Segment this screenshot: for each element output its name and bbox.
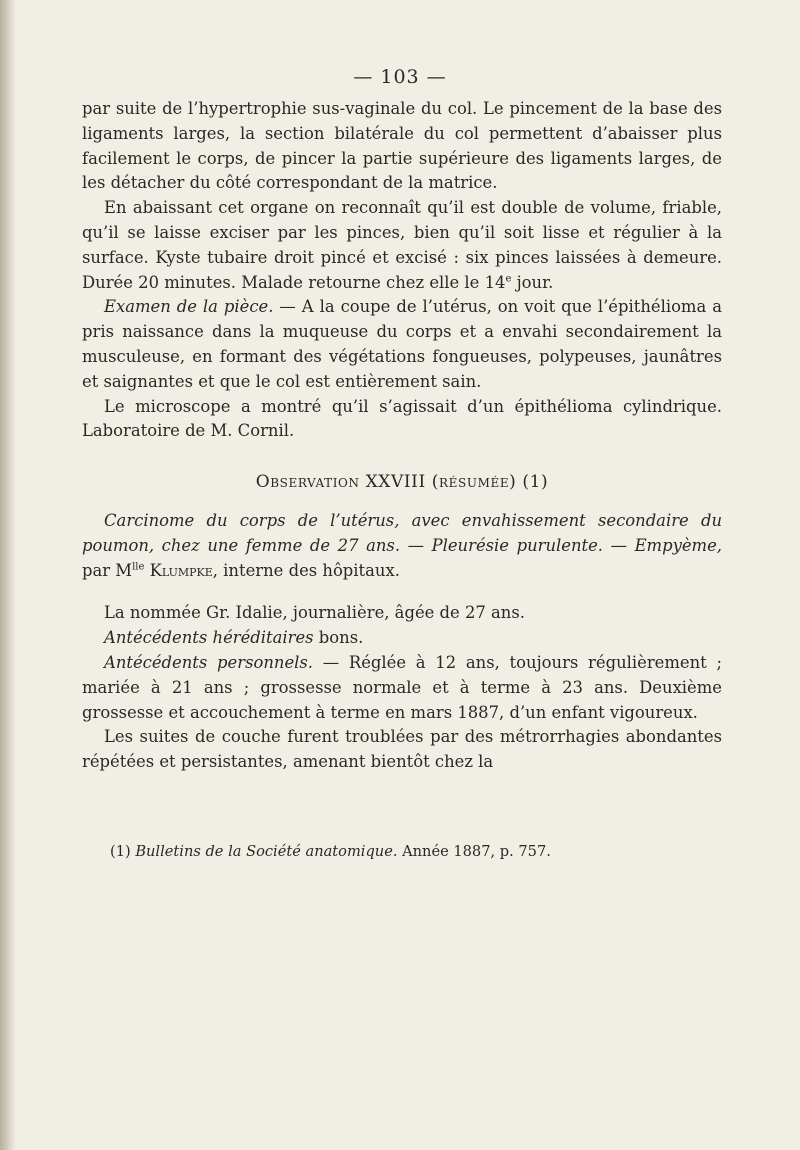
page-edge-shadow xyxy=(0,0,16,1150)
section-label: Antécédents héréditaires xyxy=(104,628,314,648)
author-name: Klumpke xyxy=(144,560,213,580)
paragraph-4: Le microscope a montré qu’il s’agissait d’un épithélioma cylindrique. Laboratoire de M. Cornil. xyxy=(82,396,722,441)
footnote-source: Bulletins de la Société anatomique. xyxy=(135,843,398,860)
paragraph-6: Antécédents héréditaires bons. xyxy=(104,628,364,648)
paragraph-2: En abaissant cet organe on reconnaît qu’il est double de volume, friable, qu’il se laisse exciser par les pinces, bien qu’il soit lisse et régulier à la surface. Kyste tubaire droit pincé et excisé : six pinces laissées à demeure. Durée 20 minutes. Malade retourne chez elle le 14e jour. xyxy=(82,198,722,292)
footnote: (1) Bulletins de la Société anatomique. Année 1887, p. 757. xyxy=(110,843,551,860)
superscript: e xyxy=(505,273,512,285)
observation-heading: Observation XXVIII (résumée) (1) xyxy=(255,472,549,493)
main-text xyxy=(82,97,722,775)
paragraph-3: Examen de la pièce. — A la coupe de l’utérus, on voit que l’épithélioma a pris naissance dans la muqueuse du corps et a envahi secondairement la musculeuse, en formant des végétations fongueuses, polypeuses, jaunâtres et saignantes et que le col est entièrement sain. xyxy=(82,297,722,391)
observation-subtitle: Carcinome du corps de l’utérus, avec envahissement secondaire du poumon, chez une femme de 27 ans. — Pleurésie purulente. — Empyème, par $M^{lle}$ Klumpke, interne des hôpitaux. xyxy=(82,510,722,580)
page-number: — 103 — xyxy=(353,66,447,88)
section-label: Examen de la pièce. xyxy=(104,297,274,317)
paragraph-8: Les suites de couche furent troublées par des métrorrhagies abondantes répétées et persistantes, amenant bientôt chez la xyxy=(82,727,722,772)
paragraph-5: La nommée Gr. Idalie, journalière, âgée de 27 ans. xyxy=(104,603,525,623)
section-label: Antécédents personnels. xyxy=(104,652,314,672)
paragraph-7: Antécédents personnels. — Réglée à 12 ans, toujours régulièrement ; mariée à 21 ans ; grossesse normale et à terme à 23 ans. Deuxième grossesse et accouchement à terme en mars 1887, d’un enfant vigoureux. xyxy=(82,652,722,722)
paragraph-1: par suite de l’hypertrophie sus-vaginale du col. Le pincement de la base des ligaments larges, la section bilatérale du col permettent d’abaisser plus facilement le corps, de pincer la partie supérieure des ligaments larges, de les détacher du côté correspondant de la matrice. xyxy=(82,99,722,193)
